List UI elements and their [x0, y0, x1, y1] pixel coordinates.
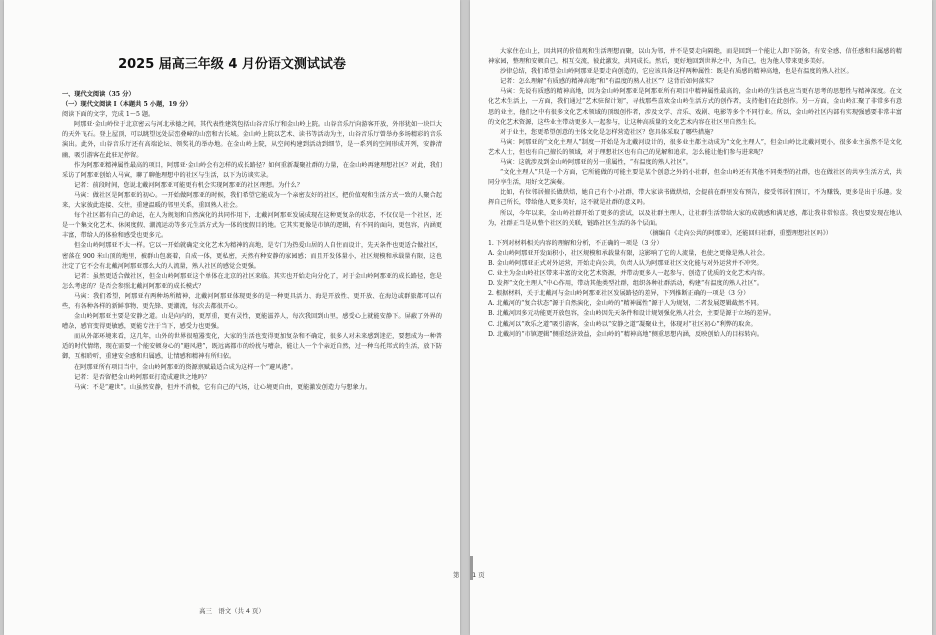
paragraph: 大家住在山上，因共同的价值观和生活理想而聚，以山为邻，并不是要走向隔绝，而是回到一个能让人卸下防备，有安全感、信任感和归属感的精神家园，整理和安顿自己，相互交流，彼此激发，共同成长。然后，更好地回到世界之中，为自己，也为他人带来更多美好。 — [488, 48, 902, 66]
question-2-option-b: B. 北戴河因多元功能更开放包容，金山岭因先天条件和设计规划强化熟人社会，主要是源于立场的差异。 — [488, 310, 775, 318]
question-2-option-d: D. 北戴河的“市镇逻辑”侧重经济效益，金山岭的“精神高地”侧重思想内涵，反映创始人的目标转向。 — [488, 330, 764, 338]
paragraph: 作为阿那亚精神属性最高的项目，阿那亚·金山岭会有怎样的成长路径？如何重新凝聚社群的力量，在金山岭再建理想社区？对此，我们采访了阿那亚创始人马寅，聊了聊他理想中的社区与生活，以下为访谈实录。 — [62, 161, 442, 179]
paragraph: 而从外部环境来看，这几年，山外的世界很喧嚣变化，大家的生活也变得更加复杂和不确定，很多人对未来感到迷茫，要想成为一种普适的时代情绪，现在需要一个能安顿身心的“避风港”，既远离都市的纷扰与嘈杂，能让人一个个亲近自然，过一种乌托邦式的生活，放下防御，互相聆听，重建安全感和归属感，让情感和精神有所归依。 — [62, 333, 442, 361]
paragraph: 马寅：这就涉及到金山岭阿那亚的另一重属性，“有温度的熟人社区”。 — [500, 159, 692, 167]
paragraph: 马寅：做社区是阿那亚的初心。一开始做阿那亚的时候，我们希望它能成为一个亲密友好的社区，把价值观和生活方式一致的人聚合起来，大家彼此连接、交往，重建温暖的邻里关系，重回熟人社会。 — [62, 191, 442, 210]
page-number: 第 1 页 — [453, 571, 485, 579]
paragraph: 沙律总结，我们希望金山岭阿那亚是要走向创造的，它应该具备这样两种属性：既是有质感的精神高地，也是有温度的熟人社区。 — [500, 68, 853, 76]
paragraph: 记者：前段时间，您说北戴河阿那亚可能更有机会实现阿那亚的社区理想。为什么？ — [74, 181, 303, 189]
paragraph: 记者：虽然更适合做社区，但金山岭阿那亚这个单体在北京的社区来临。其实也开始走向分化了，对于金山岭阿那亚的成长路径，您是怎么考虑的？是否会参照北戴河阿那亚的成长模式？ — [62, 272, 442, 290]
paragraph: 比如，有位邻居擅长做烘焙，她自己有个小社群，带大家读书做烘焙，会提前在群里发布预告，接受邻居们预订，不为赚钱，更多是出于乐趣。发挥自己所长，带给他人更多美好，这不就是社群的意义吗。 — [488, 189, 902, 207]
paragraph: 所以，今年以来，金山岭社群开始了更多的尝试，以及社群主理人，让社群生活带给大家的成就感和满足感，都让我非常惊喜。我也要发现在地认为，社群正当是从整个社区的关联，链路社区生活的各个层面。 — [488, 209, 902, 227]
paragraph: 马寅：我们希望，阿那亚有两种场所精神，北戴河阿那亚体现更多的是一种更具活力、海是开放性、更开放、在海边或群旅都可以有些，有各种各样的新鲜事物、更先锋、更潮流，每次去都很开心。 — [62, 292, 442, 310]
source-citation: （摘编自《走向公共的阿那亚》，还能回归社群，重塑理想社区吗》） — [646, 229, 832, 237]
question-2-stem: 2. 根据材料，关于北戴河与金山岭阿那亚社区发展路径的差异，下列推断正确的一项是（3 分） — [488, 290, 750, 298]
question-1-option-b: B. 金山岭阿那亚正式对外运营，开始走向公共，负责人认为阿那亚社区文化能与对外运营并不冲突。 — [488, 259, 763, 267]
subsection-heading: （一）现代文阅读 I（本题共 5 小题，19 分） — [62, 101, 192, 109]
paragraph: 马寅：阿那亚的“文化主理人”制度一开始是为北戴河设计的，很多业主都主动成为“文化主理人”，但金山岭比北戴河更小，很多业主虽然不是文化艺术人士，但也有自己擅长的领域，对于理想社区也有自己的见解和追求，怎么能让他们参与进来呢？ — [488, 138, 902, 156]
paragraph: 在阿那亚所有项目当中，金山岭阿那亚的资源禀赋最适合成为这样一个“避风港”。 — [74, 363, 297, 371]
exam-page-right — [453, 0, 932, 635]
question-1-option-d: D. 发挥“文化主理人”中心作用，带动其他类型社群，组织各种社群活动，构建“有温度的熟人社区”。 — [488, 280, 764, 288]
exam-page-left — [4, 0, 460, 635]
question-1-stem: 1. 下列对材料相关内容的理解和分析，不正确的一项是（3 分） — [488, 239, 663, 247]
paragraph: 记者：怎么理解“有质感的精神高地”和“有温度的熟人社区”？这背后如何落实？ — [500, 78, 717, 86]
paragraph: 马寅：先说有质感的精神高地，因为金山岭阿那亚是阿那亚所有项目中精神属性最高的，金山岭的生活也应当更有思考的思想性与精神深度。在文化艺术生活上，一方面，我们通过“艺术驻留计划”，寻找那些喜欢金山岭生活方式的创作者，支持他们在此创作。另一方面，金山岭汇聚了非常多有意思的业主，他们之中有很多文化艺术领域的顶级创作者，涉及文学、音乐、戏剧、电影等多个不同行业。所以，金山岭社区内部有实现强感要非常丰富的文化艺术资源，这些业主带动更多人一起参与，让这种高质量的文化艺术内容在社区里自然生长。 — [488, 88, 902, 126]
reading-instruction: 阅读下面的文字，完成 1～5 题。 — [62, 111, 155, 119]
paragraph: 马寅：不是“避世”。山虽然安静，但并不消极，它有自己的气场，让心境更自由，更能激发创造力与想象力。 — [74, 383, 372, 391]
question-2-option-c: C. 北戴河以“欢乐之道”吸引游客，金山岭以“安静之道”凝聚业主，体现对“社区初心”利弊的取舍。 — [488, 320, 757, 328]
paragraph: “文化主理人”只是一个方面，它所能做的可能主要是某个创意之外的小社群，但金山岭还有其他不同类型的社群，也在做社区的共享生活方式，共同分享生活，用好文艺演奏。 — [488, 169, 902, 187]
left-column — [62, 90, 442, 393]
question-1-option-a: A. 金山岭阿那亚开发面积小，社区规模和承载量有限，这影响了它的人流量，也使之更像是熟人社会。 — [488, 249, 769, 257]
section-heading: 一、现代文阅读（35 分） — [62, 91, 135, 98]
paragraph: 但金山岭阿那亚不太一样。它以一开始就确定文化艺术为精神的高地，是专门为热爱山居的人自住而设计，先天条件也更适合做社区，密落在 900 米山顶的地里，被群山包裹着，自成一体，更私密，天然有种安静的家园感；而且开发体量小，社区规模和承载量有限，这也注定了它不会有北戴河阿那亚那么大的人流量，熟人社区的感觉会更强。 — [62, 242, 442, 270]
paragraph: 对于业主，您更希望创意的主体文化是怎样营造社区？您具体采取了哪些措施？ — [500, 128, 717, 136]
right-column — [488, 47, 902, 340]
paragraph: 金山岭阿那亚主要是安静之道。山是向内的，更厚重，更有灵性，更能滋养人，每次我回到山里，感受心上就能安静下。屏蔽了外界的嘈杂，感官变得更敏感，更能专注于当下，感受力也更强。 — [62, 313, 442, 331]
exam-title: 2025 届高三年级 4 月份语文测试试卷 — [118, 57, 346, 72]
page-footer-left: 高三 语文（共 4 页） — [199, 607, 265, 615]
paragraph: 记者：是否留把金山岭阿那亚打造成避世之地吗？ — [74, 373, 211, 381]
paragraph: 每个社区都有自己的命运，在人为规划和自然演化的共同作用下，北戴河阿那亚发展成现在这种更复杂的状态，不仅仅是一个社区，还是一个集文化艺术、休闲度假、潮流运动等多元生活方式为一体的度假目的地。它其实更像是市镇的逻辑，有不同的面向，更包容，内涵更丰富，带给人的体验和感受也更多元。 — [62, 212, 442, 240]
paragraph: 阿那亚·金山岭位于北京密云与河北承德之间，其代表性建筑包括山谷音乐厅和金山岭上院。山谷音乐厅向游客开放，外形犹如一块巨大的天外飞石。登上屋顶，可以眺望远处层峦叠嶂的山峦和古长城。金山岭上院以艺术、读书等活动为主，山谷音乐厅曾举办多场精彩的音乐演出。此外，山谷音乐厅还有高端论坛、领奖礼的举办地。在金山岭上院，从空间构建到活动到细节，是一系列的空间形成开列，安静清幽，吸引游客在此驻足停留。 — [62, 121, 442, 159]
question-1-option-c: C. 业主为金山岭社区带来丰富的文化艺术资源，并带动更多人一起参与、创造了优质的文化艺术内容。 — [488, 270, 769, 278]
question-2-option-a: A. 北戴河的“复合状态”源于自然演化，金山岭的“精神属性”源于人为规划，二者发展逻辑截然不同。 — [488, 300, 763, 308]
